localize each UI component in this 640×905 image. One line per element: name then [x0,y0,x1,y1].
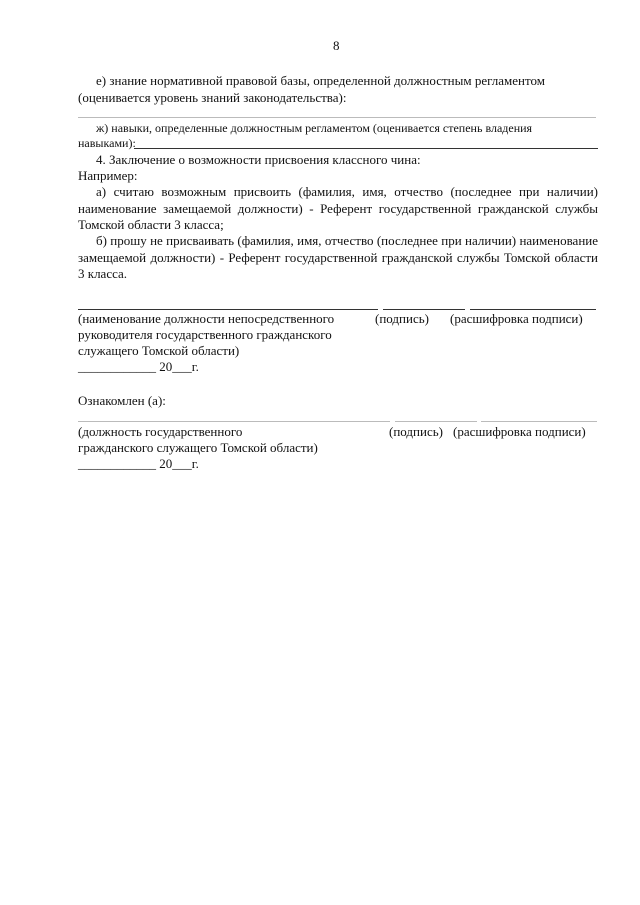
acknowledged-label: Ознакомлен (а): [78,393,166,408]
item-zh-answer-line [134,148,598,149]
decoding-caption-1: (расшифровка подписи) [450,311,583,326]
signature-caption-2: (подпись) [389,424,443,439]
item-e-answer-line [78,117,596,118]
decoding-line-2 [481,421,597,422]
position-line-2 [78,421,390,422]
position-caption-1: (наименование должности непосредственного [78,311,335,326]
signature-line-2 [395,421,477,422]
position-caption-1-line2: руководителя государственного гражданского [78,327,332,342]
item-zh: ж) навыки, определенные должностным регламентом (оценивается степень владения [96,121,533,135]
position-caption-2-line2: гражданского служащего Томской области) [78,440,318,455]
date-line-2: ____________ 20___г. [78,456,199,471]
decoding-caption-2: (расшифровка подписи) [453,424,586,439]
item-4: 4. Заключение о возможности присвоения классного чина: [96,152,421,167]
position-caption-2: (должность государственного [78,424,243,439]
item-e-continuation: (оценивается уровень знаний законодательства): [78,90,347,105]
item-zh-continuation: навыками): [78,136,136,150]
decoding-line-1 [470,309,596,310]
position-caption-1-line3: служащего Томской области) [78,343,240,358]
signature-line-1 [383,309,465,310]
example-label: Например: [78,168,138,183]
item-b: б) прошу не присваивать (фамилия, имя, отчество (последнее при наличии) наименование замещаемой должности) - Референт государственной гражданской службы Томской области 3 класса. [78,233,598,281]
item-a: а) считаю возможным присвоить (фамилия, имя, отчество (последнее при наличии) наименование замещаемой должности) - Референт государственной гражданской службы Томской области 3 класса; [78,184,598,232]
date-line-1: ____________ 20___г. [78,359,199,374]
item-e: е) знание нормативной правовой базы, определенной должностным регламентом [96,73,545,88]
position-line-1 [78,309,378,310]
signature-caption-1: (подпись) [375,311,429,326]
page-number: 8 [333,38,340,53]
